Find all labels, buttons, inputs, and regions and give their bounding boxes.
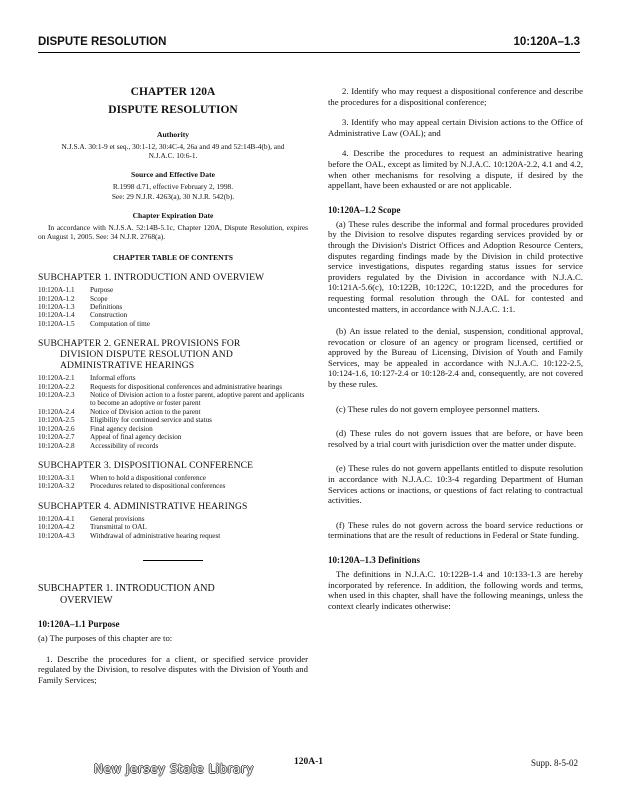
- toc-subchapter-4-heading: SUBCHAPTER 4. ADMINISTRATIVE HEARINGS: [38, 500, 248, 512]
- section-divider: [143, 560, 203, 561]
- toc-entry: 10:120A-1.5 Computation of time: [38, 319, 150, 328]
- toc-entry: 10:120A-1.3 Definitions: [38, 303, 123, 312]
- purpose-a: (a) The purposes of this chapter are to:: [38, 632, 173, 643]
- source-text-2: See: 29 N.J.R. 4263(a), 30 N.J.R. 542(b).: [111, 191, 235, 201]
- authority-text: N.J.S.A. 30:1-9 et seq., 30:1-12, 30:4C-4, 26a and 49 and 52:14B-4(b), and N.J.A.C. 10:6-1.: [61, 142, 285, 161]
- library-watermark: New Jersey State Library: [94, 762, 254, 776]
- supplement-date: Supp. 8-5-02: [531, 758, 578, 768]
- toc-entry: 10:120A-4.2 Transmittal to OAL: [38, 523, 147, 532]
- toc-entry: 10:120A-2.7 Appeal of final agency decision: [38, 433, 182, 442]
- scope-d: (d) These rules do not govern issues that are before, or have been resolved by a trial court with jurisdiction over the matter under dispute.: [328, 428, 583, 449]
- header-section: 10:120A–1.3: [513, 36, 580, 48]
- chapter-title: DISPUTE RESOLUTION: [108, 104, 238, 116]
- source-text-1: R.1998 d.71, effective February 2, 1998.: [112, 182, 234, 192]
- toc-entry: 10:120A-4.1 General provisions: [38, 514, 145, 523]
- toc-entry: 10:120A-1.4 Construction: [38, 311, 128, 320]
- left-column: [38, 78, 308, 685]
- definitions-text: The definitions in N.J.A.C. 10:122B-1.4 and 10:133-1.3 are hereby incorporated by reference. In addition, the following words and terms, when used in this chapter, shall have the following meanings, unless the context clearly indicates otherwise:: [328, 569, 583, 611]
- scope-a: (a) These rules describe the informal and formal procedures provided by the Division to resolve disputes regarding services provided by or through the Division's District Offices and Adoption Resource Centers, disputes regarding findings made by the Division in child protective service investigations, disputes regarding status issues for service providers regulated by the Division in accordance with N.J.A.C. 10:121A-5.6(c), 10:122B, 10:122C, 10:122D, and the procedures for requesting formal resolution through the OAL for contested and uncontested matters, in accordance with N.J.A.C. 1:1.: [328, 218, 583, 314]
- toc-entry: 10:120A-4.3 Withdrawal of administrative hearing request: [38, 531, 221, 540]
- toc-entry: 10:120A-3.1 When to hold a dispositional conference: [38, 473, 206, 482]
- expiration-text: In accordance with N.J.S.A. 52:14B-5.1c, Chapter 120A, Dispute Resolution, expires on August 1, 2005. See: 34 N.J.R. 2768(a).: [38, 222, 308, 242]
- purpose-2: 2. Identify who may request a dispositional conference and describe the procedures for a dispositional conference;: [328, 86, 583, 107]
- scope-c: (c) These rules do not govern employee personnel matters.: [336, 403, 540, 414]
- section-purpose-heading: 10:120A–1.1 Purpose: [38, 618, 120, 629]
- toc-subchapter-2-heading: SUBCHAPTER 2. GENERAL PROVISIONS FOR DIVISION DISPUTE RESOLUTION AND ADMINISTRATIVE HEARINGS: [38, 338, 241, 372]
- authority-heading: Authority: [156, 130, 190, 139]
- header-title: DISPUTE RESOLUTION: [38, 36, 167, 48]
- toc-entry: 10:120A-2.6 Final agency decision: [38, 424, 153, 433]
- purpose-3: 3. Identify who may appeal certain Division actions to the Office of Administrative Law (OAL); and: [328, 117, 583, 138]
- scope-f: (f) These rules do not govern across the board service reductions or terminations that are the result of reductions in Federal or State funding.: [328, 519, 583, 541]
- toc-subchapter-1-list: [38, 286, 150, 328]
- toc-entry: 10:120A-2.2 Requests for dispositional conferences and administrative hearings: [38, 382, 283, 391]
- toc-heading: CHAPTER TABLE OF CONTENTS: [113, 253, 233, 263]
- toc-entry: 10:120A-2.8 Accessibility of records: [38, 441, 159, 450]
- toc-entry: 10:120A-3.2 Procedures related to dispositional conferences: [38, 482, 226, 491]
- toc-entry: 10:120A-2.5 Eligibility for continued service and status: [38, 416, 212, 425]
- expiration-heading: Chapter Expiration Date: [132, 210, 214, 220]
- toc-subchapter-3-list: [38, 474, 225, 491]
- running-header: [38, 34, 580, 53]
- purpose-1: 1. Describe the procedures for a client, or specified service provider regulated by the Division, to resolve disputes with the Division of Youth and Family Services;: [38, 653, 308, 685]
- page-number: 120A-1: [294, 757, 324, 767]
- toc-entry: 10:120A-2.4 Notice of Division action to the parent: [38, 407, 201, 416]
- right-column: [328, 86, 583, 611]
- toc-entry: 10:120A-2.3 Notice of Division action to a foster parent, adoptive parent and applicants to become an adoptive or foster parent: [38, 391, 305, 408]
- toc-entry: 10:120A-1.2 Scope: [38, 294, 108, 303]
- source-heading: Source and Effective Date: [130, 170, 215, 180]
- purpose-4: 4. Describe the procedures to request an administrative hearing before the OAL, except as limited by N.J.A.C. 10:120A-2.2, 4.1 and 4.2, when other mechanisms for resolving a dispute, if desired by the appellant, have been exhausted or are not applicable.: [328, 148, 583, 191]
- section-scope-heading: 10:120A–1.2 Scope: [328, 204, 401, 215]
- subchapter-1-heading: SUBCHAPTER 1. INTRODUCTION AND OVERVIEW: [38, 582, 215, 606]
- chapter-number: CHAPTER 120A: [130, 86, 216, 98]
- toc-entry: 10:120A-1.1 Purpose: [38, 286, 114, 295]
- section-definitions-heading: 10:120A–1.3 Definitions: [328, 555, 420, 565]
- toc-subchapter-4-list: [38, 515, 220, 540]
- toc-subchapter-1-heading: SUBCHAPTER 1. INTRODUCTION AND OVERVIEW: [38, 272, 265, 284]
- scope-b: (b) An issue related to the denial, suspension, conditional approval, revocation or closure of an agency or program licensed, certified or approved by the Bureau of Licensing, Division of Youth and Family Services, may be appealed in accordance with N.J.A.C. 10:122-2.5, 10:124-1.6, 10:127-2.4 or 10:128-2.4 and, consequently, are not covered by these rules.: [328, 326, 583, 390]
- scope-e: (e) These rules do not govern appellants entitled to dispute resolution in accordance with N.J.A.C. 10:3-4 regarding Department of Human Services actions or inactions, or questions of fact relating to contractual activities.: [328, 463, 583, 506]
- toc-subchapter-2-list: [38, 374, 308, 450]
- toc-subchapter-3-heading: SUBCHAPTER 3. DISPOSITIONAL CONFERENCE: [38, 459, 254, 471]
- toc-entry: 10:120A-2.1 Informal efforts: [38, 374, 136, 383]
